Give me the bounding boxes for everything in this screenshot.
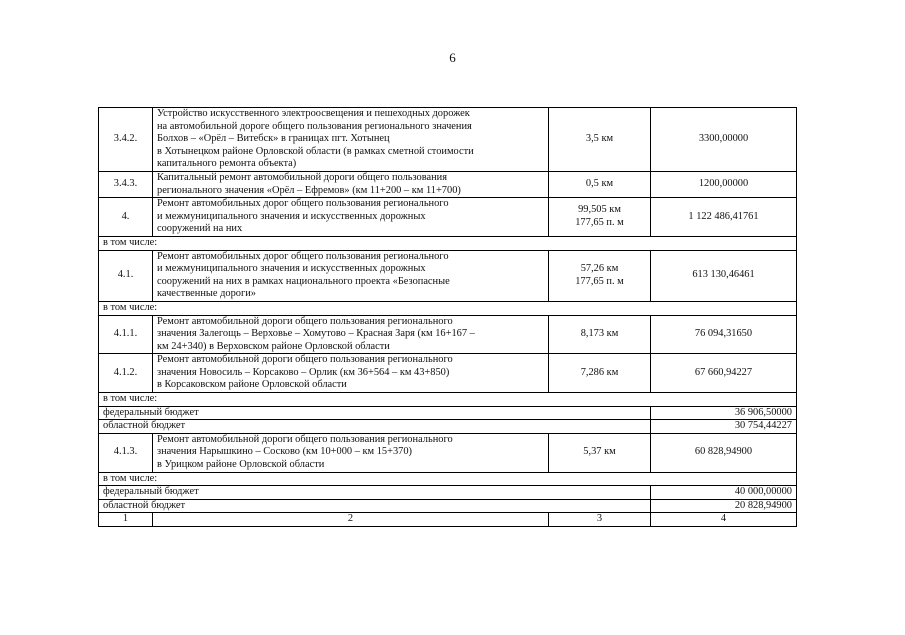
table-row <box>99 171 797 197</box>
column-number: 4 <box>651 513 797 527</box>
column-number-row <box>99 513 797 527</box>
description-line: капитального ремонта объекта) <box>157 158 297 170</box>
table-row <box>99 108 797 172</box>
description-line: Болхов – «Орёл – Витебск» в границах пгт. Хотынец <box>157 133 390 145</box>
item-length <box>549 198 651 237</box>
item-amount: 1200,00000 <box>651 171 797 197</box>
description-line: Ремонт автомобильной дороги общего пользования регионального <box>157 315 453 327</box>
item-amount: 67 660,94227 <box>651 354 797 393</box>
table-row <box>99 301 797 315</box>
length-line: 177,65 п. м <box>575 217 624 229</box>
length-line: 7,286 км <box>580 366 619 378</box>
budget-label: федеральный бюджет <box>99 486 651 500</box>
item-description <box>153 315 549 354</box>
item-number: 3.4.2. <box>99 108 153 172</box>
item-description <box>153 433 549 472</box>
description-line: сооружений на них <box>157 223 243 235</box>
column-number: 2 <box>153 513 549 527</box>
column-number: 1 <box>99 513 153 527</box>
table-row <box>99 406 797 420</box>
description-line: км 24+340) в Верховском районе Орловской области <box>157 340 390 352</box>
item-number: 4.1.1. <box>99 315 153 354</box>
table-row <box>99 472 797 486</box>
subtotal-label: в том числе: <box>99 301 797 315</box>
description-line: значения Нарышкино – Сосково (км 10+000 – км 15+370) <box>157 446 413 458</box>
item-amount: 76 094,31650 <box>651 315 797 354</box>
item-amount: 613 130,46461 <box>651 250 797 301</box>
table-row <box>99 499 797 513</box>
budget-label: областной бюджет <box>99 499 651 513</box>
road-works-table <box>98 107 797 527</box>
item-amount: 1 122 486,41761 <box>651 198 797 237</box>
description-line: значения Залегощь – Верховье – Хомутово – Красная Заря (км 16+167 – <box>157 328 475 340</box>
description-line: Ремонт автомобильной дороги общего пользования регионального <box>157 354 453 366</box>
length-line: 0,5 км <box>585 178 614 190</box>
table-row <box>99 315 797 354</box>
subtotal-label: в том числе: <box>99 236 797 250</box>
length-line: 5,37 км <box>583 446 616 458</box>
budget-amount: 30 754,44227 <box>651 420 797 434</box>
item-number: 4.1.2. <box>99 354 153 393</box>
description-line: сооружений на них в рамках национального проекта «Безопасные <box>157 275 450 287</box>
item-amount: 60 828,94900 <box>651 433 797 472</box>
page-number: 6 <box>449 50 456 65</box>
table-row <box>99 198 797 237</box>
item-description <box>153 354 549 393</box>
column-number: 3 <box>549 513 651 527</box>
subtotal-label: в том числе: <box>99 472 797 486</box>
item-number: 4. <box>99 198 153 237</box>
table-row <box>99 354 797 393</box>
description-line: Капитальный ремонт автомобильной дороги общего пользования <box>157 171 448 183</box>
description-line: в Корсаковском районе Орловской области <box>157 379 347 391</box>
budget-label: федеральный бюджет <box>99 406 651 420</box>
item-description <box>153 171 549 197</box>
item-length <box>549 250 651 301</box>
description-line: и межмуниципального значения и искусственных дорожных <box>157 210 426 222</box>
item-description <box>153 108 549 172</box>
item-amount: 3300,00000 <box>651 108 797 172</box>
table-row <box>99 433 797 472</box>
item-number: 4.1.3. <box>99 433 153 472</box>
budget-amount: 36 906,50000 <box>651 406 797 420</box>
table-row <box>99 420 797 434</box>
item-number: 3.4.3. <box>99 171 153 197</box>
length-line: 57,26 км <box>580 263 619 275</box>
item-length <box>549 354 651 393</box>
description-line: регионального значения «Орёл – Ефремов» (км 11+200 – км 11+700) <box>157 184 461 196</box>
item-length <box>549 433 651 472</box>
budget-label: областной бюджет <box>99 420 651 434</box>
length-line: 99,505 км <box>578 204 621 216</box>
budget-amount: 20 828,94900 <box>651 499 797 513</box>
item-length <box>549 171 651 197</box>
item-length <box>549 315 651 354</box>
table-row <box>99 486 797 500</box>
description-line: значения Новосиль – Корсаково – Орлик (км 36+564 – км 43+850) <box>157 366 450 378</box>
length-line: 8,173 км <box>580 328 619 340</box>
description-line: качественные дороги» <box>157 288 256 300</box>
description-line: Ремонт автомобильных дорог общего пользования регионального <box>157 250 449 262</box>
item-description <box>153 198 549 237</box>
description-line: Ремонт автомобильных дорог общего пользования регионального <box>157 198 449 210</box>
table-row <box>99 393 797 407</box>
description-line: на автомобильной дороге общего пользования регионального значения <box>157 120 472 132</box>
length-line: 3,5 км <box>585 133 614 145</box>
description-line: в Хотынецком районе Орловской области (в рамках сметной стоимости <box>157 145 474 157</box>
length-line: 177,65 п. м <box>575 275 624 287</box>
table-body <box>99 108 797 527</box>
item-description <box>153 250 549 301</box>
description-line: Устройство искусственного электроосвещения и пешеходных дорожек <box>157 108 470 119</box>
budget-amount: 40 000,00000 <box>651 486 797 500</box>
item-length <box>549 108 651 172</box>
item-number: 4.1. <box>99 250 153 301</box>
description-line: и межмуниципального значения и искусственных дорожных <box>157 263 426 275</box>
table-row <box>99 236 797 250</box>
description-line: Ремонт автомобильной дороги общего пользования регионального <box>157 433 453 445</box>
description-line: в Урицком районе Орловской области <box>157 459 325 471</box>
subtotal-label: в том числе: <box>99 393 797 407</box>
table-row <box>99 250 797 301</box>
